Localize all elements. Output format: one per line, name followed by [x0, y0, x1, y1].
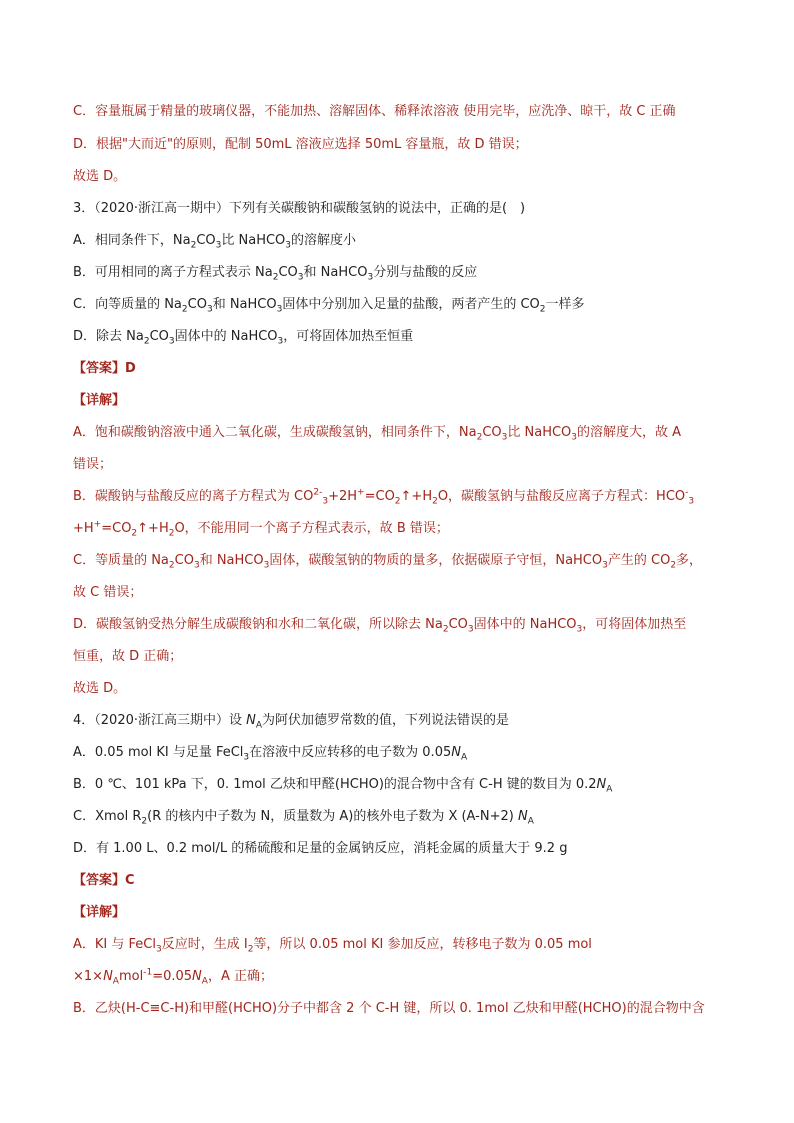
question-4-explanation-a-line2: $\times 1\times N_Amol^{-1}=0.05N_A$，A 正确； — [73, 967, 273, 987]
question-4-option-a: A．0.05 mol KI 与足量 FeCl$_3$在溶液中反应转移的电子数为 $0.05N_A$ — [73, 745, 468, 763]
question-3-option-b: B．可用相同的离子方程式表示 $Na_2CO_3$和 NaHCO$_3$分别与盐酸的反应 — [73, 265, 478, 283]
question-4-option-d: D．有 1.00 L、0.2 mol/L 的稀硫酸和足量的金属钠反应，消耗金属的质量大于 9.2 g — [73, 841, 568, 856]
question-3-explanation-c-line1: C．等质量的 $Na_2CO_3$和 NaHCO$_3$固体，碳酸氢钠的物质的量多，依据碳原子守恒，NaHCO$_3$产生的 $CO_2$多， — [73, 553, 703, 571]
question-3-answer: 【答案】D — [73, 361, 136, 376]
explanation-d-previous: D．根据"大而近"的原则，配制 50mL 溶液应选择 50mL 容量瓶，故 D 错误； — [73, 137, 528, 152]
question-3-option-a: A．相同条件下，$Na_2CO_3$比 NaHCO$_3$的溶解度小 — [73, 233, 357, 251]
question-3-explanation-b-line1: B．碳酸钠与盐酸反应的离子方程式为 $CO^{2-}_3+2H^+=CO_2↑+H_2O$，碳酸氢钠与盐酸反应离子方程式：$HCO^-_3$ — [73, 487, 695, 507]
question-4-answer: 【答案】C — [73, 873, 135, 888]
question-3-option-d: D．除去 $Na_2CO_3$固体中的 NaHCO$_3$，可将固体加热至恒重 — [73, 329, 414, 347]
question-3-detail-heading: 【详解】 — [73, 393, 126, 408]
question-4-explanation-b-line1: B．乙炔(H-C≡C-H)和甲醛(HCHO)分子中都含 2 个 C-H 键，所以 0. 1mol 乙炔和甲醛(HCHO)的混合物中含 — [73, 1001, 705, 1016]
question-3-explanation-a-line1: A．饱和碳酸钠溶液中通入二氧化碳，生成碳酸氢钠，相同条件下，$Na_2CO_3$比 NaHCO$_3$的溶解度大，故 A — [73, 425, 682, 443]
selection-previous: 故选 D。 — [73, 169, 127, 184]
question-3-selection: 故选 D。 — [73, 681, 127, 696]
question-4-explanation-a-line1: A．KI 与 FeCl$_3$反应时，生成 $I_2$等，所以 0.05 mol KI 参加反应，转移电子数为 0.05 mol — [73, 937, 592, 955]
question-3-option-c: C．向等质量的 $Na_2CO_3$和 NaHCO$_3$固体中分别加入足量的盐酸，两者产生的 $CO_2$一样多 — [73, 297, 585, 315]
question-3-stem: 3．（2020·浙江高一期中）下列有关碳酸钠和碳酸氢钠的说法中，正确的是( ) — [73, 201, 526, 216]
question-4-option-c: C．Xmol $R_2(R$ 的核内中子数为 N，质量数为 A)的核外电子数为 X (A-N+2) $N_A$ — [73, 809, 534, 827]
question-4-detail-heading: 【详解】 — [73, 905, 126, 920]
explanation-c-previous: C．容量瓶属于精量的玻璃仪器，不能加热、溶解固体、稀释浓溶液 使用完毕，应洗净、晾干，故 C 正确 — [73, 104, 676, 119]
question-4-stem: 4．（2020·浙江高三期中）设 $N_A$为阿伏加德罗常数的值，下列说法错误的是 — [73, 713, 510, 731]
question-4-option-b: B．0 ℃、101 kPa 下，0. 1mol 乙炔和甲醛(HCHO)的混合物中含有 C-H 键的数目为 $0.2N_A$ — [73, 777, 613, 795]
question-3-explanation-a-line2: 错误； — [73, 457, 113, 472]
question-3-explanation-d-line1: D．碳酸氢钠受热分解生成碳酸钠和水和二氧化碳，所以除去 $Na_2CO_3$固体中的 NaHCO$_3$，可将固体加热至 — [73, 617, 687, 635]
question-3-explanation-c-line2: 故 C 错误； — [73, 585, 143, 600]
question-3-explanation-d-line2: 恒重，故 D 正确； — [73, 649, 183, 664]
question-3-explanation-b-line2: $+H^+=CO_2↑+H_2O$，不能用同一个离子方程式表示，故 B 错误； — [73, 519, 449, 539]
